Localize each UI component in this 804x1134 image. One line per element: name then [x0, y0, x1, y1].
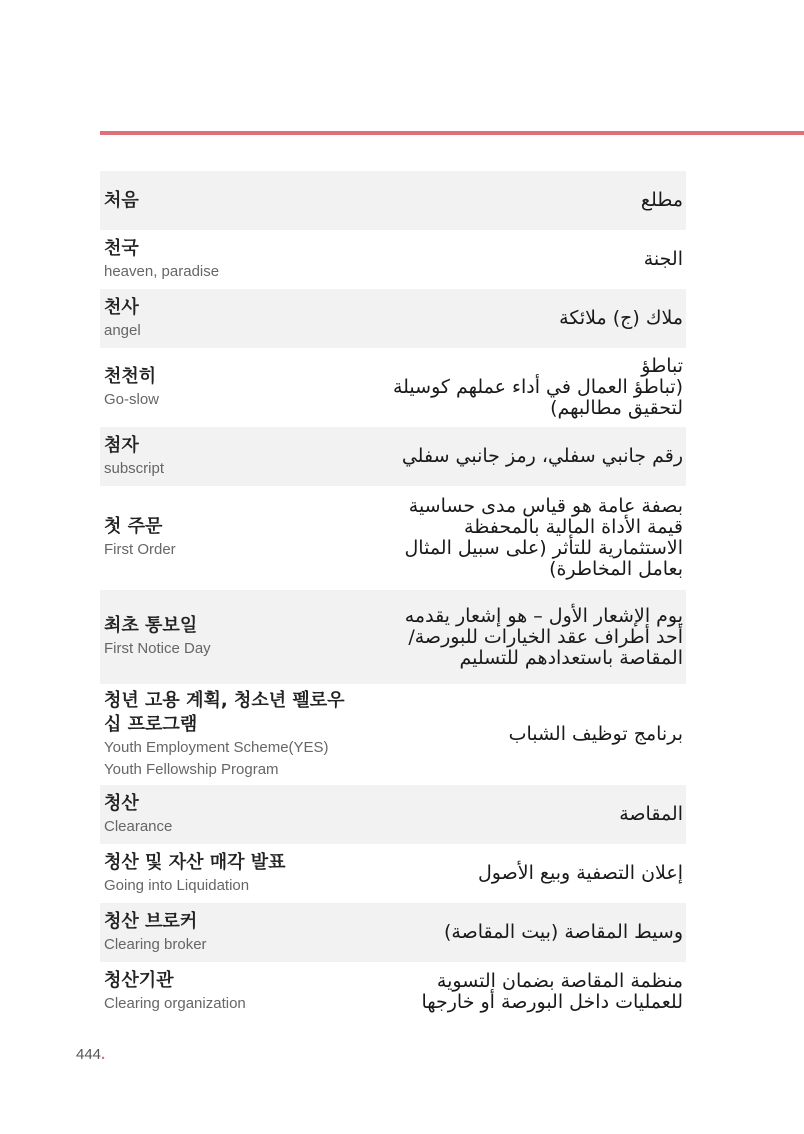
- arabic-line: بصفة عامة هو قياس مدى حساسية: [408, 495, 683, 517]
- english-term: First Notice Day: [104, 640, 211, 657]
- arabic-translation: [644, 249, 686, 270]
- korean-term: 첨자: [104, 434, 139, 456]
- arabic-translation: [509, 724, 686, 745]
- korean-term: 첫 주문: [104, 516, 163, 537]
- english-term: heaven, paradise: [104, 262, 220, 280]
- english-term: Youth Employment Scheme(YES) Youth Fellowship Program: [104, 738, 329, 778]
- arabic-line: الجنة: [643, 248, 683, 270]
- glossary-row: [100, 427, 686, 486]
- glossary-row: [100, 348, 686, 427]
- korean-column: [100, 614, 364, 660]
- page-number-dot: .: [101, 1046, 106, 1063]
- english-term: Clearing organization: [104, 994, 246, 1012]
- arabic-line: رقم جانبي سفلي، رمز جانبي سفلي: [401, 445, 683, 467]
- arabic-translation: [641, 190, 686, 211]
- arabic-line: (تباطؤ العمال في أداء عملهم كوسيلة: [392, 376, 683, 398]
- arabic-line: المقاصة باستعدادهم للتسليم: [459, 646, 683, 669]
- korean-term: 청산기관: [104, 969, 174, 991]
- korean-column: [100, 189, 364, 213]
- arabic-line: إعلان التصفية وبيع الأصول: [477, 862, 683, 884]
- korean-term: 천사: [104, 296, 139, 318]
- glossary-row: [100, 171, 686, 230]
- korean-column: [100, 237, 364, 283]
- glossary-table: [100, 171, 686, 1021]
- english-term: Clearance: [104, 817, 173, 835]
- korean-term: 처음: [104, 189, 139, 211]
- korean-term: 천천히: [104, 365, 157, 387]
- glossary-row: [100, 785, 686, 844]
- arabic-line: المقاصة: [619, 803, 683, 825]
- arabic-line: وسيط المقاصة (بيت المقاصة): [443, 921, 683, 943]
- glossary-row: [100, 230, 686, 289]
- english-term: subscript: [104, 459, 165, 477]
- header-rule: [100, 131, 804, 135]
- arabic-translation: [444, 922, 686, 943]
- korean-column: [100, 296, 364, 342]
- korean-term: 청년 고용 계획, 청소년 펠로우 십 프로그램: [104, 689, 345, 735]
- korean-column: [100, 910, 364, 956]
- english-term: Clearing broker: [104, 935, 207, 953]
- korean-column: [100, 434, 364, 480]
- arabic-line: الاستثمارية للتأثر (على سبيل المثال: [404, 537, 683, 559]
- glossary-row: [100, 590, 686, 684]
- arabic-translation: [421, 971, 686, 1013]
- english-term: Go-slow: [104, 390, 160, 408]
- arabic-line: مطلع: [640, 189, 683, 211]
- arabic-translation: [559, 308, 686, 329]
- english-term: Going into Liquidation: [104, 876, 250, 894]
- arabic-translation: [478, 863, 686, 884]
- arabic-line: بعامل المخاطرة): [549, 558, 683, 580]
- korean-column: [100, 792, 364, 838]
- arabic-translation: [393, 356, 686, 419]
- glossary-row: [100, 486, 686, 590]
- korean-term: 최초 통보일: [104, 615, 198, 636]
- korean-term: 청산 및 자산 매각 발표: [104, 851, 286, 873]
- arabic-line: قيمة الأداة المالية بالمحفظة: [464, 516, 683, 538]
- arabic-translation: [402, 446, 686, 467]
- glossary-row: [100, 903, 686, 962]
- arabic-line: يوم الإشعار الأول – هو إشعار يقدمه: [404, 604, 683, 627]
- arabic-line: تباطؤ: [641, 355, 683, 377]
- glossary-row: [100, 962, 686, 1021]
- arabic-translation: [405, 496, 687, 580]
- korean-column: [100, 365, 364, 411]
- korean-column: [100, 969, 364, 1015]
- korean-term: 청산 브로커: [104, 910, 198, 932]
- arabic-translation: [619, 804, 686, 825]
- korean-term: 청산: [104, 792, 139, 814]
- glossary-row: [100, 289, 686, 348]
- korean-column: [100, 851, 364, 897]
- glossary-row: [100, 844, 686, 903]
- korean-term: 천국: [104, 237, 139, 259]
- english-term: First Order: [104, 541, 176, 558]
- arabic-line: برنامج توظيف الشباب: [508, 723, 683, 745]
- glossary-row: [100, 684, 686, 785]
- english-term: angel: [104, 321, 141, 339]
- page-number: 444.: [76, 1046, 106, 1063]
- arabic-line: للعمليات داخل البورصة أو خارجها: [421, 990, 683, 1013]
- arabic-translation: [405, 606, 686, 669]
- korean-column: [100, 689, 364, 781]
- arabic-line: لتحقيق مطالبهم): [550, 397, 683, 419]
- arabic-line: أحد أطراف عقد الخيارات للبورصة/: [408, 625, 683, 648]
- korean-column: [100, 515, 364, 561]
- arabic-line: منظمة المقاصة بضمان التسوية: [436, 969, 683, 992]
- arabic-line: ملاك (ج) ملائكة: [559, 307, 683, 329]
